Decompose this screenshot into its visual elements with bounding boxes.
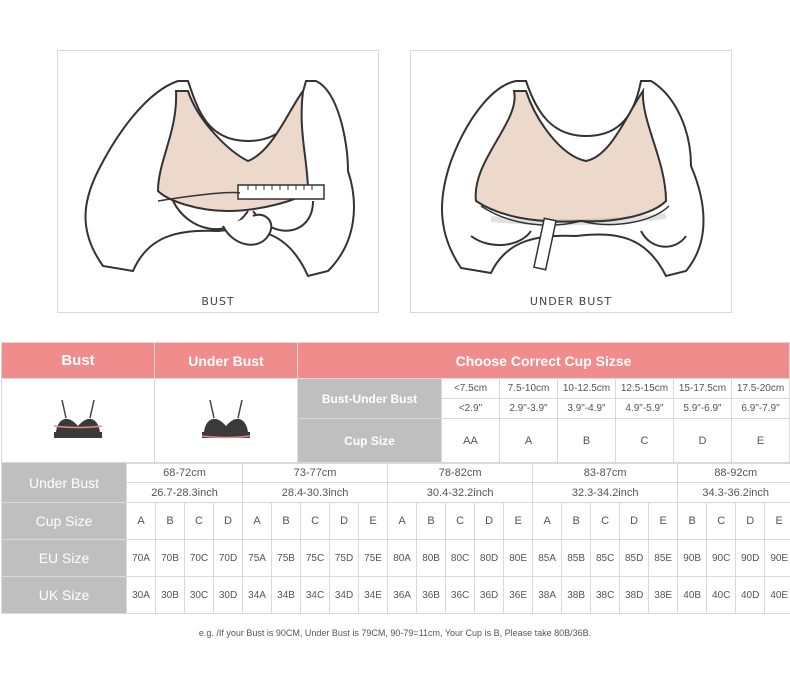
- eu-size-cell: 80E: [504, 540, 533, 577]
- uk-size-cell: 36B: [417, 577, 446, 614]
- eu-size-cell: 70D: [214, 540, 243, 577]
- cup-cell: B: [156, 503, 185, 540]
- uk-size-cell: 36D: [475, 577, 504, 614]
- cup-cell: D: [620, 503, 649, 540]
- cup-cell: D: [475, 503, 504, 540]
- under-bust-inch: 26.7-28.3inch: [127, 483, 243, 503]
- uk-size-cell: 38C: [591, 577, 620, 614]
- eu-size-cell: 75A: [243, 540, 272, 577]
- cup-size-row: [2, 503, 790, 540]
- bust-measure-illustration: [58, 51, 378, 291]
- bust-illustration-panel: [57, 50, 379, 313]
- uk-size-cell: 36C: [446, 577, 475, 614]
- cup-letter: E: [732, 419, 790, 464]
- under-bust-cm: 68-72cm: [127, 463, 243, 483]
- eu-size-cell: 75B: [272, 540, 301, 577]
- cup-cell: C: [446, 503, 475, 540]
- cup-letter: AA: [442, 419, 500, 464]
- cup-letter: C: [616, 419, 674, 464]
- diff-cm: 10-12.5cm: [558, 379, 616, 399]
- uk-size-cell: 30A: [127, 577, 156, 614]
- uk-size-cell: 34C: [301, 577, 330, 614]
- cup-cell: C: [707, 503, 736, 540]
- under-bust-cm: 88-92cm: [678, 463, 790, 483]
- eu-size-cell: 85B: [562, 540, 591, 577]
- cup-cell: B: [272, 503, 301, 540]
- uk-size-cell: 40E: [765, 577, 790, 614]
- uk-size-cell: 34A: [243, 577, 272, 614]
- cup-cell: A: [388, 503, 417, 540]
- uk-size-cell: 38A: [533, 577, 562, 614]
- cup-cell: E: [504, 503, 533, 540]
- eu-size-cell: 80A: [388, 540, 417, 577]
- diff-cm: 12.5-15cm: [616, 379, 674, 399]
- eu-size-cell: 90B: [678, 540, 707, 577]
- eu-size-row-label: EU Size: [2, 540, 127, 577]
- under-bust-row-label: Under Bust: [2, 463, 127, 503]
- eu-size-cell: 70B: [156, 540, 185, 577]
- uk-size-row: [2, 577, 790, 614]
- cup-letter: D: [674, 419, 732, 464]
- uk-size-cell: 34D: [330, 577, 359, 614]
- cup-cell: A: [127, 503, 156, 540]
- cup-cell: B: [678, 503, 707, 540]
- eu-size-cell: 85C: [591, 540, 620, 577]
- under-bust-inch: 32.3-34.2inch: [533, 483, 678, 503]
- diff-cm: 7.5-10cm: [500, 379, 558, 399]
- eu-size-cell: 90E: [765, 540, 790, 577]
- eu-size-row: [2, 540, 790, 577]
- uk-size-cell: 40B: [678, 577, 707, 614]
- uk-size-cell: 38D: [620, 577, 649, 614]
- cup-cell: D: [214, 503, 243, 540]
- uk-size-cell: 34E: [359, 577, 388, 614]
- uk-size-cell: 38B: [562, 577, 591, 614]
- example-footnote: e.g. /If your Bust is 90CM, Under Bust is 79CM, 90-79=11cm, Your Cup is B, Please take 80B/36B.: [198, 628, 592, 638]
- diff-cm: <7.5cm: [442, 379, 500, 399]
- cup-cell: A: [243, 503, 272, 540]
- under-bust-measure-illustration: [411, 51, 731, 291]
- eu-size-cell: 75E: [359, 540, 388, 577]
- uk-size-cell: 36E: [504, 577, 533, 614]
- under-bust-inch: 34.3-36.2inch: [678, 483, 790, 503]
- cup-cell: B: [562, 503, 591, 540]
- eu-size-cell: 75C: [301, 540, 330, 577]
- uk-size-row-label: UK Size: [2, 577, 127, 614]
- uk-size-cell: 30B: [156, 577, 185, 614]
- cup-cell: E: [359, 503, 388, 540]
- uk-size-cell: 36A: [388, 577, 417, 614]
- bra-icon: [196, 396, 256, 446]
- bust-header: Bust: [2, 343, 155, 379]
- cup-cell: C: [301, 503, 330, 540]
- diff-cm: 17.5-20cm: [732, 379, 790, 399]
- eu-size-cell: 80D: [475, 540, 504, 577]
- cup-cell: B: [417, 503, 446, 540]
- bra-icon: [48, 396, 108, 446]
- cup-cell: D: [736, 503, 765, 540]
- cup-letter: B: [558, 419, 616, 464]
- eu-size-cell: 85D: [620, 540, 649, 577]
- eu-size-cell: 85A: [533, 540, 562, 577]
- cup-cell: D: [330, 503, 359, 540]
- under-bust-illustration-panel: [410, 50, 732, 313]
- bust-under-bust-label: Bust-Under Bust: [298, 379, 442, 419]
- cup-cell: E: [649, 503, 678, 540]
- under-bust-measure-bra-icon: [155, 379, 298, 464]
- under-bust-cm: 73-77cm: [243, 463, 388, 483]
- eu-size-cell: 70A: [127, 540, 156, 577]
- bust-label: BUST: [201, 295, 235, 308]
- choose-cup-header: Choose Correct Cup Sizse: [298, 343, 790, 379]
- eu-size-cell: 75D: [330, 540, 359, 577]
- cup-chooser-table: [1, 342, 790, 464]
- eu-size-cell: 85E: [649, 540, 678, 577]
- diff-inch: 3.9"-4.9": [558, 399, 616, 419]
- eu-size-cell: 90C: [707, 540, 736, 577]
- bust-measure-bra-icon: [2, 379, 155, 464]
- uk-size-cell: 34B: [272, 577, 301, 614]
- cup-size-label: Cup Size: [298, 419, 442, 464]
- cup-cell: E: [765, 503, 790, 540]
- under-bust-label: UNDER BUST: [529, 295, 613, 308]
- uk-size-cell: 38E: [649, 577, 678, 614]
- size-conversion-table: [1, 462, 790, 614]
- uk-size-cell: 30D: [214, 577, 243, 614]
- under-bust-header: Under Bust: [155, 343, 298, 379]
- cup-cell: C: [185, 503, 214, 540]
- diff-inch: 4.9"-5.9": [616, 399, 674, 419]
- eu-size-cell: 80C: [446, 540, 475, 577]
- diff-inch: 6.9"-7.9": [732, 399, 790, 419]
- diff-inch: <2.9": [442, 399, 500, 419]
- cup-cell: A: [533, 503, 562, 540]
- cup-letter: A: [500, 419, 558, 464]
- under-bust-cm: 78-82cm: [388, 463, 533, 483]
- under-bust-inch: 28.4-30.3inch: [243, 483, 388, 503]
- cup-cell: C: [591, 503, 620, 540]
- diff-cm: 15-17.5cm: [674, 379, 732, 399]
- under-bust-cm: 83-87cm: [533, 463, 678, 483]
- eu-size-cell: 80B: [417, 540, 446, 577]
- under-bust-inch: 30.4-32.2inch: [388, 483, 533, 503]
- eu-size-cell: 70C: [185, 540, 214, 577]
- uk-size-cell: 40D: [736, 577, 765, 614]
- uk-size-cell: 30C: [185, 577, 214, 614]
- diff-inch: 5.9"-6.9": [674, 399, 732, 419]
- diff-inch: 2.9"-3.9": [500, 399, 558, 419]
- eu-size-cell: 90D: [736, 540, 765, 577]
- cup-size-row-label: Cup Size: [2, 503, 127, 540]
- uk-size-cell: 40C: [707, 577, 736, 614]
